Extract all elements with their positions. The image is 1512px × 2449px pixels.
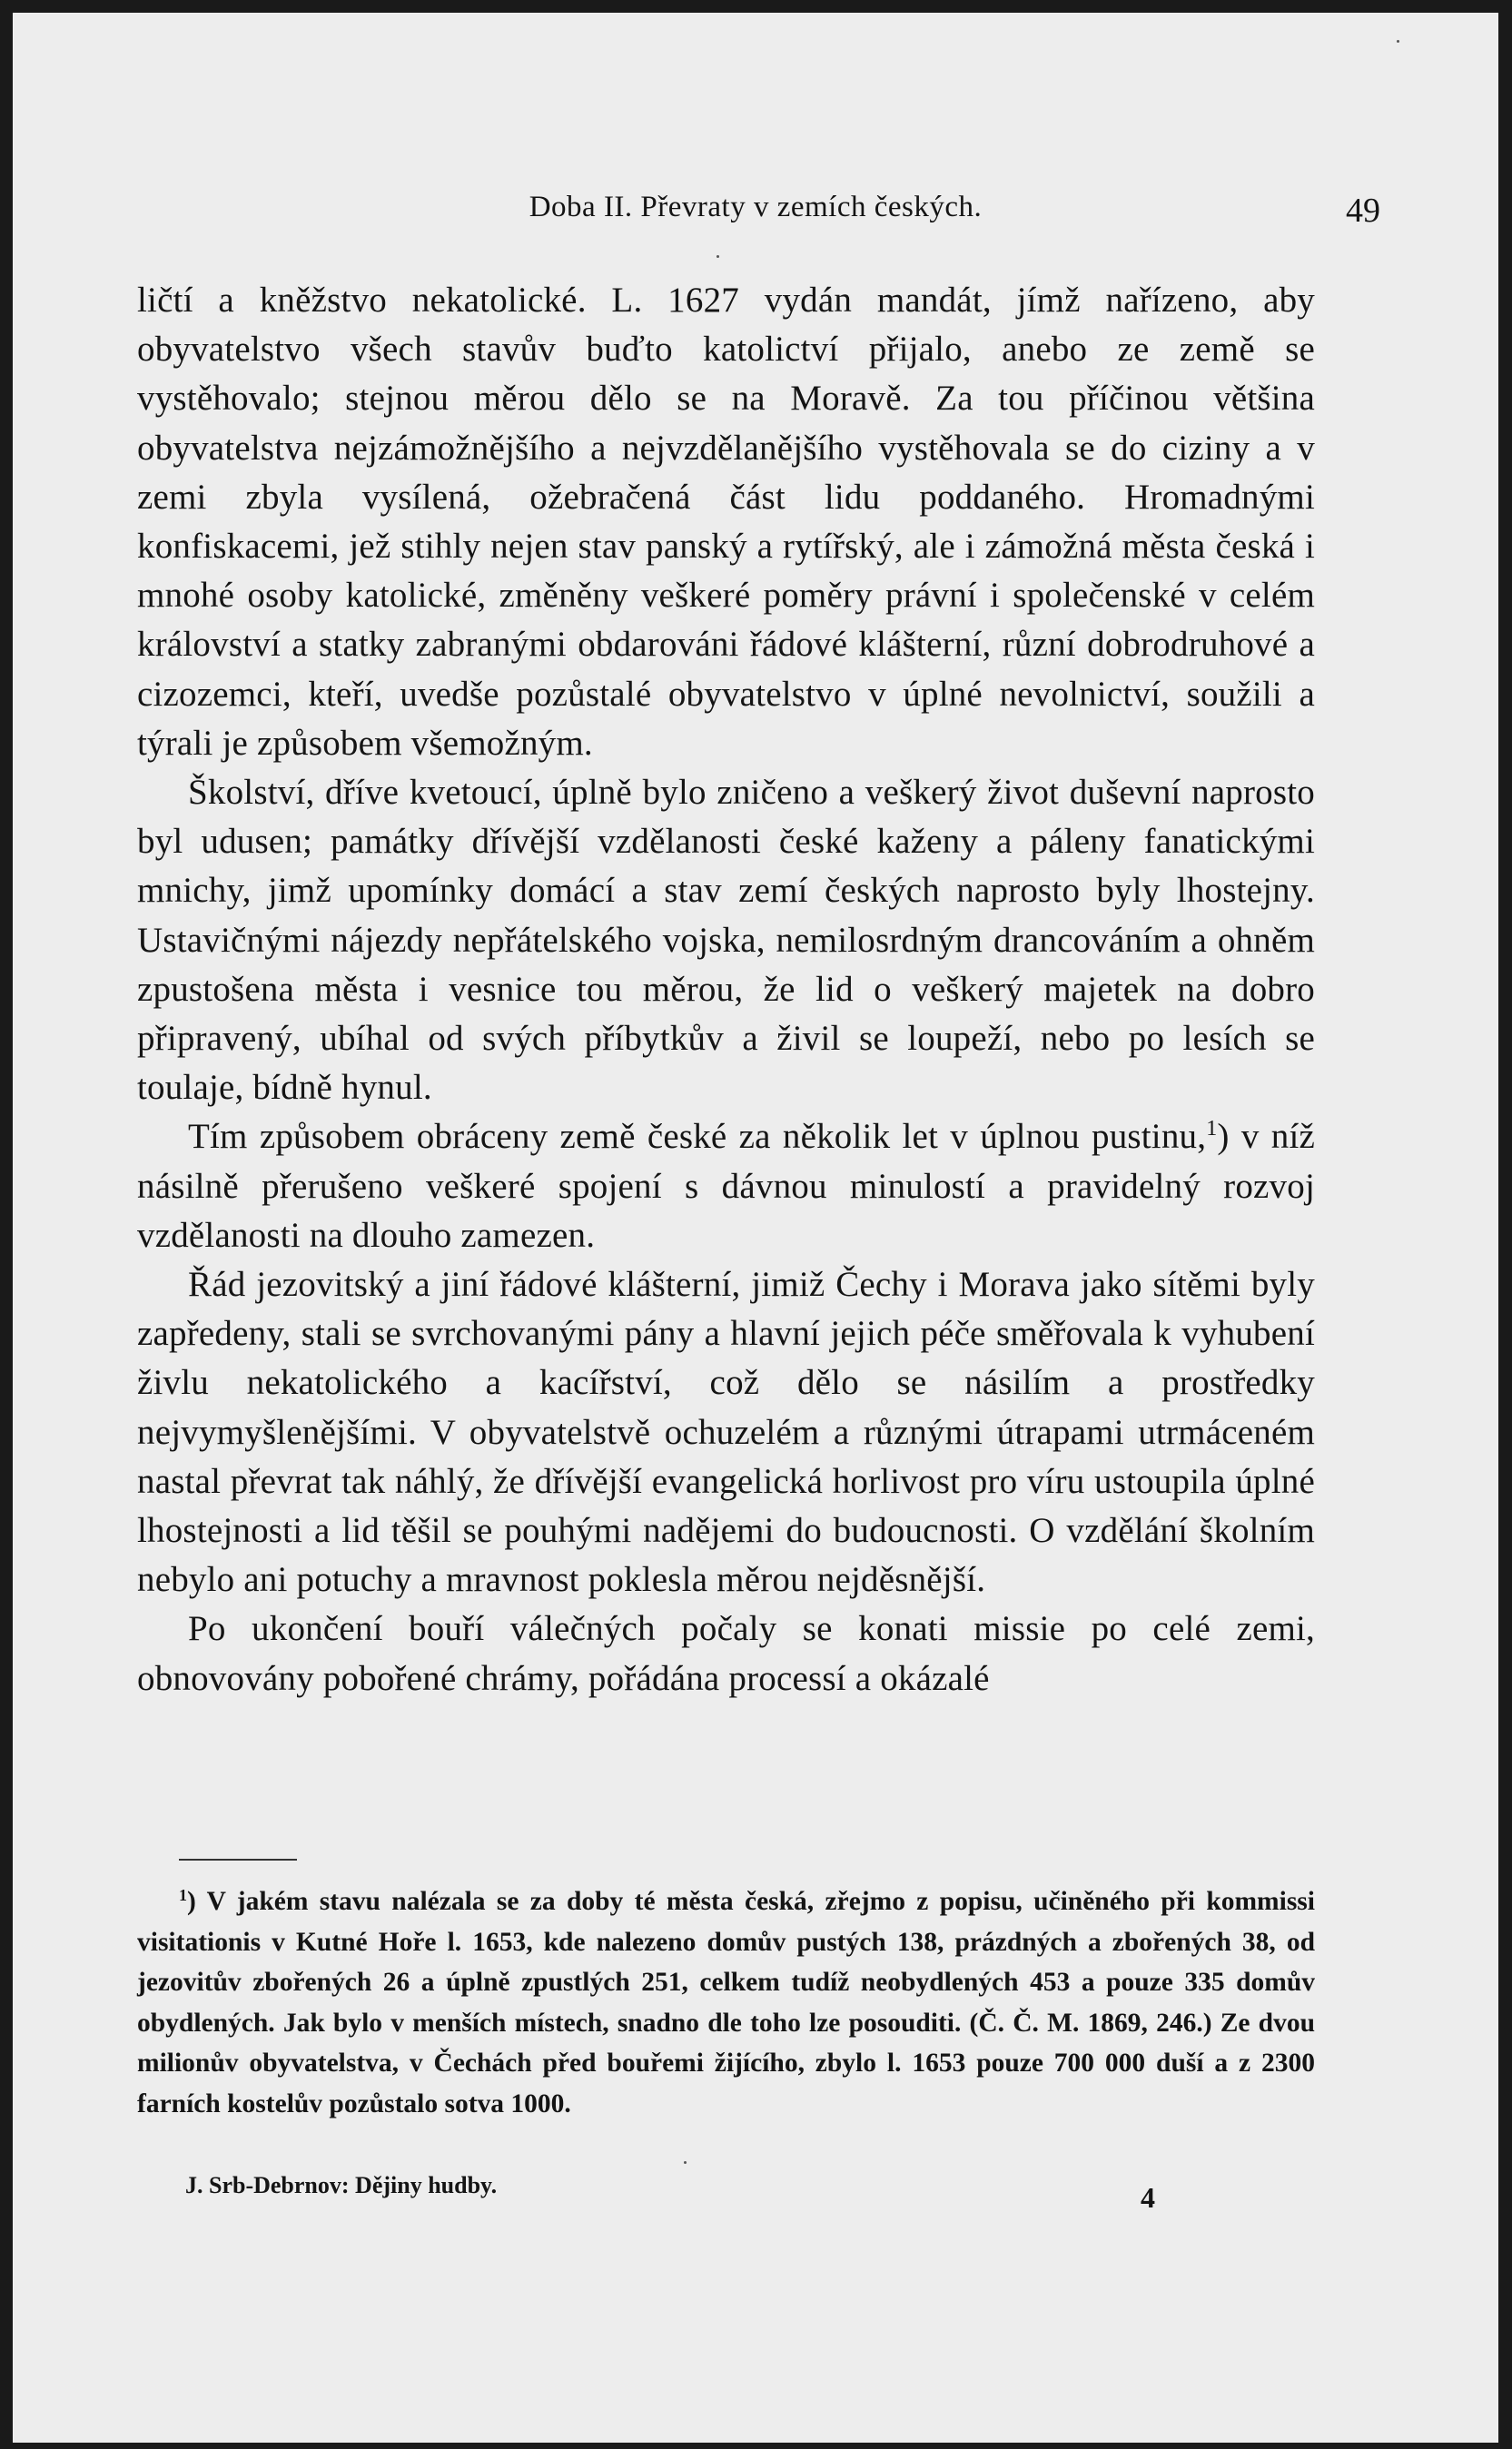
footnote-text: ) V jakém stavu nalézala se za doby té města česká, zřejmo z popisu, učiněného při kommissi visitationis v Kutné Hoře l. 1653, kde nalezeno domův pustých 138, prázdných a zbořených 38, od jezovitův zbořených 26 a úplně zpustlých 251, celkem tudíž neobydlených 453 a pouze 335 domův obydlených. Jak bylo v menších místech, snadno dle toho lze posouditi. (Č. Č. M. 1869, 246.) Ze dvou milionův obyvatelstva, v Čechách před bouřemi žijícího, zbylo l. 1653 pouze 700 000 duší a z 2300 farních kostelův pozůstalo sotva 1000. — [137, 1887, 1315, 2118]
running-title: Doba II. Převraty v zemích českých. — [529, 191, 983, 223]
paragraph-5: Po ukončení bouří válečných počaly se konati missie po celé zemi, obnovovány pobořené chrámy, pořádána processí a okázalé — [137, 1609, 1315, 1698]
paragraph-3-before: Tím způsobem obráceny země české za několik let v úplnou pustinu, — [188, 1117, 1207, 1157]
paragraph-3-after: ) v níž násilně přerušeno veškeré spojení s dávnou minulostí a pravidelný rozvoj vzdělanosti na dlouho zamezen. — [137, 1117, 1315, 1255]
sheet-number: 4 — [1141, 2181, 1155, 2214]
footnote — [137, 1881, 1315, 2125]
footnote-marker: 1 — [179, 1886, 187, 1904]
page-number: 49 — [1346, 192, 1380, 230]
paper-speck — [716, 255, 719, 258]
paragraph-3 — [137, 1112, 1315, 1260]
book-page — [13, 13, 1498, 2443]
paper-speck — [684, 2161, 687, 2164]
footnote-reference[interactable]: 1 — [1206, 1117, 1218, 1141]
sheet-signature: J. Srb-Debrnov: Dějiny hudby. — [185, 2172, 498, 2198]
footnote-1 — [137, 1881, 1315, 2125]
footnote-divider — [179, 1859, 297, 1861]
paragraph-4: Řád jezovitský a jiní řádové klášterní, jimiž Čechy i Morava jako sítěmi byly zapředeny, stali se svrchovanými pány a hlavní jejich péče směřovala k vyhubení živlu nekatolického a kacířství, což dělo se násilím a prostředky nejvymyšlenějšími. V obyvatelstvě ochuzelém a různými útrapami utrmáceném nastal převrat tak náhlý, že dřívější evangelická horlivost pro víru ustoupila úplné lhostejnosti a lid těšil se pouhými nadějemi do budoucnosti. O vzdělání školním nebylo ani potuchy a mravnost poklesla měrou nejděsnější. — [137, 1265, 1315, 1600]
main-text — [137, 276, 1315, 1703]
paragraph-2: Školství, dříve kvetoucí, úplně bylo zničeno a veškerý život duševní naprosto byl udusen; památky dřívější vzdělanosti české kaženy a páleny fanatickými mnichy, jimž upomínky domácí a stav zemí českých naprosto byly lhostejny. Ustavičnými nájezdy nepřátelského vojska, nemilosrdným drancováním a ohněm zpustošena města i vesnice tou měrou, že lid o veškerý majetek na dobro připravený, ubíhal od svých příbytkův a živil se loupeží, nebo po lesích se toulaje, bídně hynul. — [137, 773, 1315, 1108]
paper-speck — [1397, 40, 1399, 43]
paragraph-1: ličtí a kněžstvo nekatolické. L. 1627 vydán mandát, jímž nařízeno, aby obyvatelstvo všech stavův buďto katolictví přijalo, anebo ze země se vystěhovalo; stejnou měrou dělo se na Moravě. Za tou příčinou většina obyvatelstva nejzámožnějšího a nejvzdělanějšího vystěhovala se do ciziny a v zemi zbyla vysílená, ožebračená část lidu poddaného. Hromadnými konfiskacemi, jež stihly nejen stav panský a rytířský, ale i zámožná města česká i mnohé osoby katolické, změněny veškeré poměry právní i společenské v celém království a statky zabranými obdarováni řádové klášterní, různí dobrodruhové a cizozemci, kteří, uvedše pozůstalé obyvatelstvo v úplné nevolnictví, soužili a týrali je způsobem všemožným. — [137, 281, 1315, 763]
